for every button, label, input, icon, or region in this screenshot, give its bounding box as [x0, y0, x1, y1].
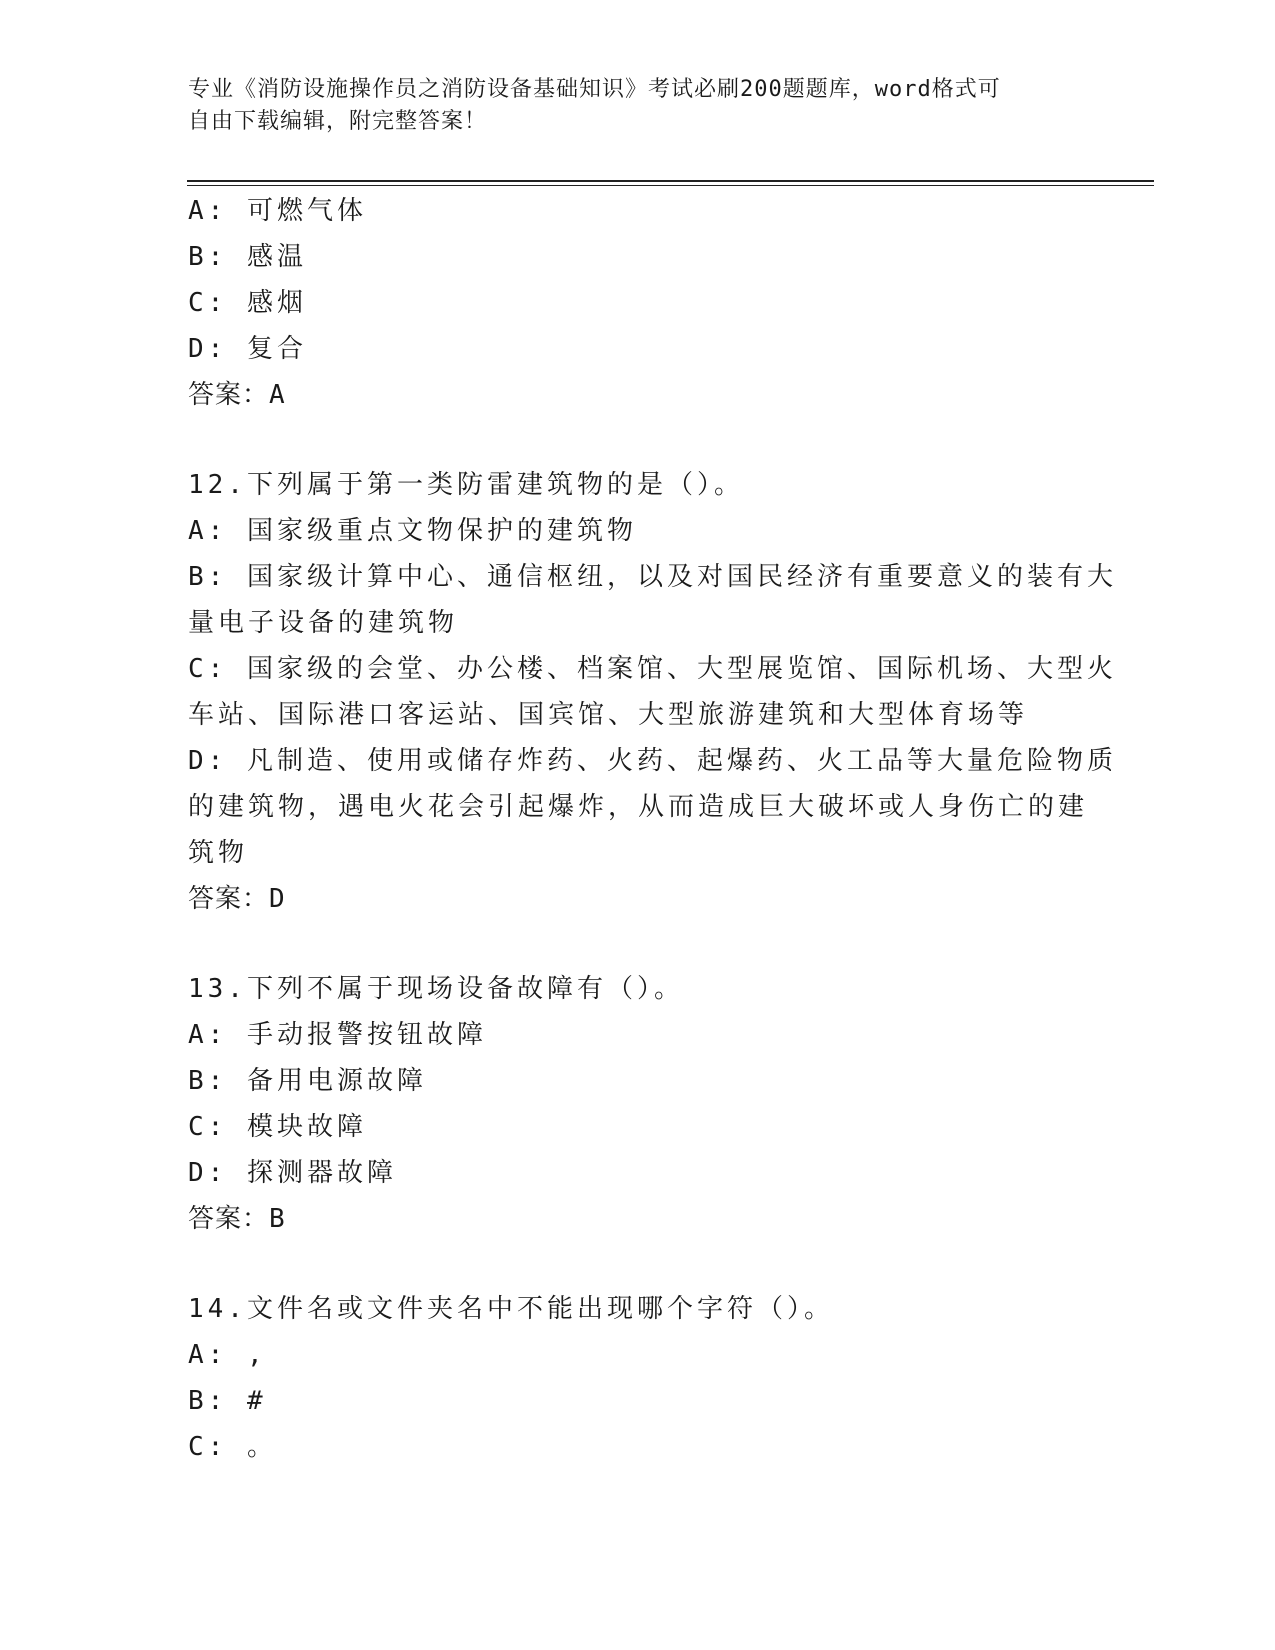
option-c: C: 。: [188, 1432, 277, 1462]
header-line-1: 专业《消防设施操作员之消防设备基础知识》考试必刷200题题库，word格式可: [188, 77, 1001, 102]
answer: 答案：A: [188, 380, 286, 410]
header-divider-thin: [187, 185, 1154, 186]
question-12: [188, 462, 1117, 922]
spacer: [188, 1242, 1088, 1286]
question-list: [188, 188, 1117, 1470]
header-divider-thick: [187, 180, 1154, 182]
option-a: A: 可燃气体: [188, 196, 367, 226]
document-header: [188, 74, 1068, 138]
option-d-line-2: 的建筑物，遇电火花会引起爆炸，从而造成巨大破坏或人身伤亡的建: [188, 792, 1089, 822]
question-text: 12.下列属于第一类防雷建筑物的是（）。: [188, 470, 744, 500]
option-a: A: 手动报警按钮故障: [188, 1020, 487, 1050]
option-b: B: 感温: [188, 242, 307, 272]
option-c: C: 模块故障: [188, 1112, 367, 1142]
option-d: D: 复合: [188, 334, 307, 364]
option-a: A: ,: [188, 1340, 267, 1370]
option-d-line-1: D: 凡制造、使用或储存炸药、火药、起爆药、火工品等大量危险物质: [188, 746, 1117, 776]
question-11: [188, 188, 1088, 418]
header-line-2: 自由下载编辑，附完整答案！: [188, 109, 488, 134]
option-b-line-2: 量电子设备的建筑物: [188, 608, 459, 638]
option-c: C: 感烟: [188, 288, 307, 318]
answer: 答案：B: [188, 1204, 286, 1234]
option-a: A: 国家级重点文物保护的建筑物: [188, 516, 637, 546]
question-14: [188, 1286, 1088, 1470]
answer: 答案：D: [188, 884, 286, 914]
option-b: B: 备用电源故障: [188, 1066, 427, 1096]
spacer: [188, 922, 1088, 966]
option-d-line-3: 筑物: [188, 838, 249, 868]
question-text: 13.下列不属于现场设备故障有（）。: [188, 974, 684, 1004]
option-c-line-1: C: 国家级的会堂、办公楼、档案馆、大型展览馆、国际机场、大型火: [188, 654, 1117, 684]
spacer: [188, 418, 1088, 462]
option-b-line-1: B: 国家级计算中心、通信枢纽，以及对国民经济有重要意义的装有大: [188, 562, 1117, 592]
option-c-line-2: 车站、国际港口客运站、国宾馆、大型旅游建筑和大型体育场等: [188, 700, 1029, 730]
option-b: B: #: [188, 1386, 267, 1416]
question-13: [188, 966, 1088, 1242]
option-d: D: 探测器故障: [188, 1158, 397, 1188]
question-text: 14.文件名或文件夹名中不能出现哪个字符（）。: [188, 1294, 834, 1324]
